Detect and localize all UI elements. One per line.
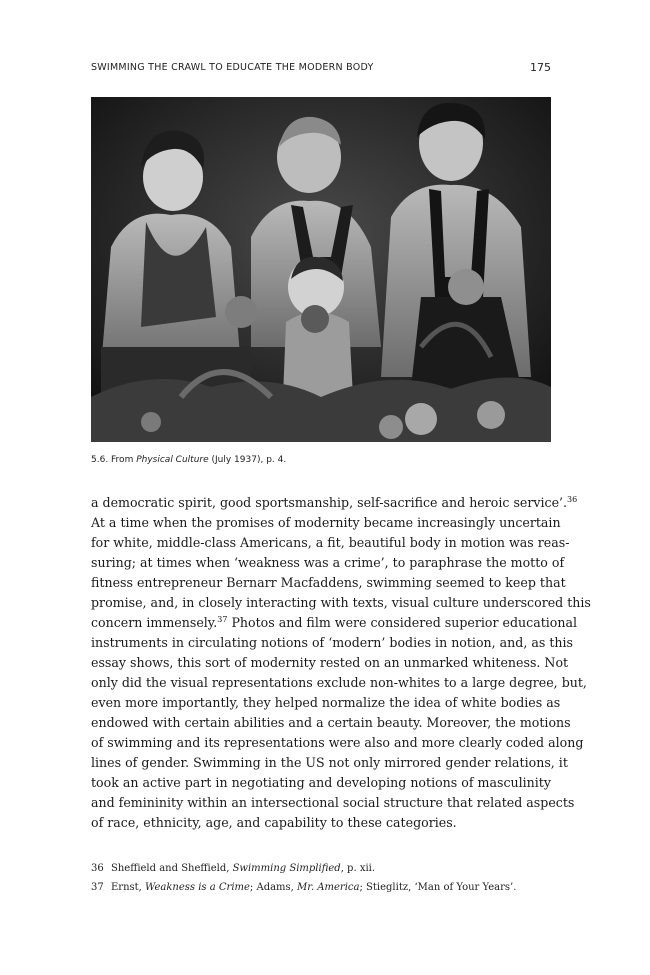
footnote-title: Mr. America — [297, 882, 360, 893]
figure-caption — [91, 455, 551, 465]
body-line: suring; at times when ‘weakness was a crime’, to paraphrase the motto of — [91, 555, 565, 570]
body-line: essay shows, this sort of modernity rested on an unmarked whiteness. Not — [91, 655, 569, 670]
footnote-text: ; Adams, — [249, 882, 298, 893]
body-line: of swimming and its representations were also and more clearly coded along — [91, 735, 584, 750]
footnote-text: ; Stieglitz, ‘Man of Your Years’. — [359, 882, 517, 893]
caption-prefix: 5.6. From — [91, 455, 137, 465]
footnote-text: Sheffield and Sheffield, — [111, 863, 233, 874]
body-line: At a time when the promises of modernity became increasingly uncertain — [91, 515, 561, 530]
running-head — [91, 62, 551, 76]
footnote-36 — [91, 859, 551, 878]
body-line: even more importantly, they helped normalize the idea of white bodies as — [91, 695, 561, 710]
body-line: lines of gender. Swimming in the US not only mirrored gender relations, it — [91, 755, 568, 770]
footnote-37 — [91, 878, 551, 897]
body-line: of race, ethnicity, age, and capability to these categories. — [91, 815, 457, 830]
footnote-number: 37 — [91, 882, 104, 893]
footnote-title: Swimming Simplified — [232, 863, 341, 874]
body-line: endowed with certain abilities and a certain beauty. Moreover, the motions — [91, 715, 571, 730]
body-line — [91, 493, 578, 513]
body-line-text: concern immensely. — [91, 615, 218, 630]
photo-illustration — [91, 97, 551, 442]
body-line: for white, middle-class Americans, a fit, beautiful body in motion was reas- — [91, 535, 570, 550]
footnote-text: Ernst, — [111, 882, 146, 893]
figure-photo — [91, 97, 551, 442]
body-line-text: Photos and film were considered superior educational — [227, 615, 578, 630]
footnote-text: , p. xii. — [340, 863, 376, 874]
page-number: 175 — [530, 61, 551, 74]
body-line-text: a democratic spirit, good sportsmanship, self-sacrifice and heroic service’. — [91, 495, 568, 510]
caption-title: Physical Culture — [136, 455, 209, 465]
body-line: took an active part in negotiating and developing notions of masculinity — [91, 775, 551, 790]
body-line — [91, 613, 578, 633]
body-line: and femininity within an intersectional social structure that related aspects — [91, 795, 575, 810]
body-line: only did the visual representations exclude non-whites to a large degree, but, — [91, 675, 587, 690]
body-line: promise, and, in closely interacting with texts, visual culture underscored this — [91, 595, 591, 610]
running-title: SWIMMING THE CRAWL TO EDUCATE THE MODERN BODY — [91, 62, 374, 73]
footnote-ref-36[interactable]: 36 — [567, 495, 578, 504]
footnote-title: Weakness is a Crime — [145, 882, 250, 893]
body-paragraph — [91, 493, 591, 833]
footnote-ref-37[interactable]: 37 — [217, 615, 228, 624]
footnotes — [91, 859, 551, 897]
footnote-number: 36 — [91, 863, 104, 874]
body-line: fitness entrepreneur Bernarr Macfaddens, swimming seemed to keep that — [91, 575, 566, 590]
body-line: instruments in circulating notions of ‘modern’ bodies in notion, and, as this — [91, 635, 573, 650]
caption-suffix: (July 1937), p. 4. — [208, 455, 287, 465]
baby-figure — [283, 257, 353, 397]
